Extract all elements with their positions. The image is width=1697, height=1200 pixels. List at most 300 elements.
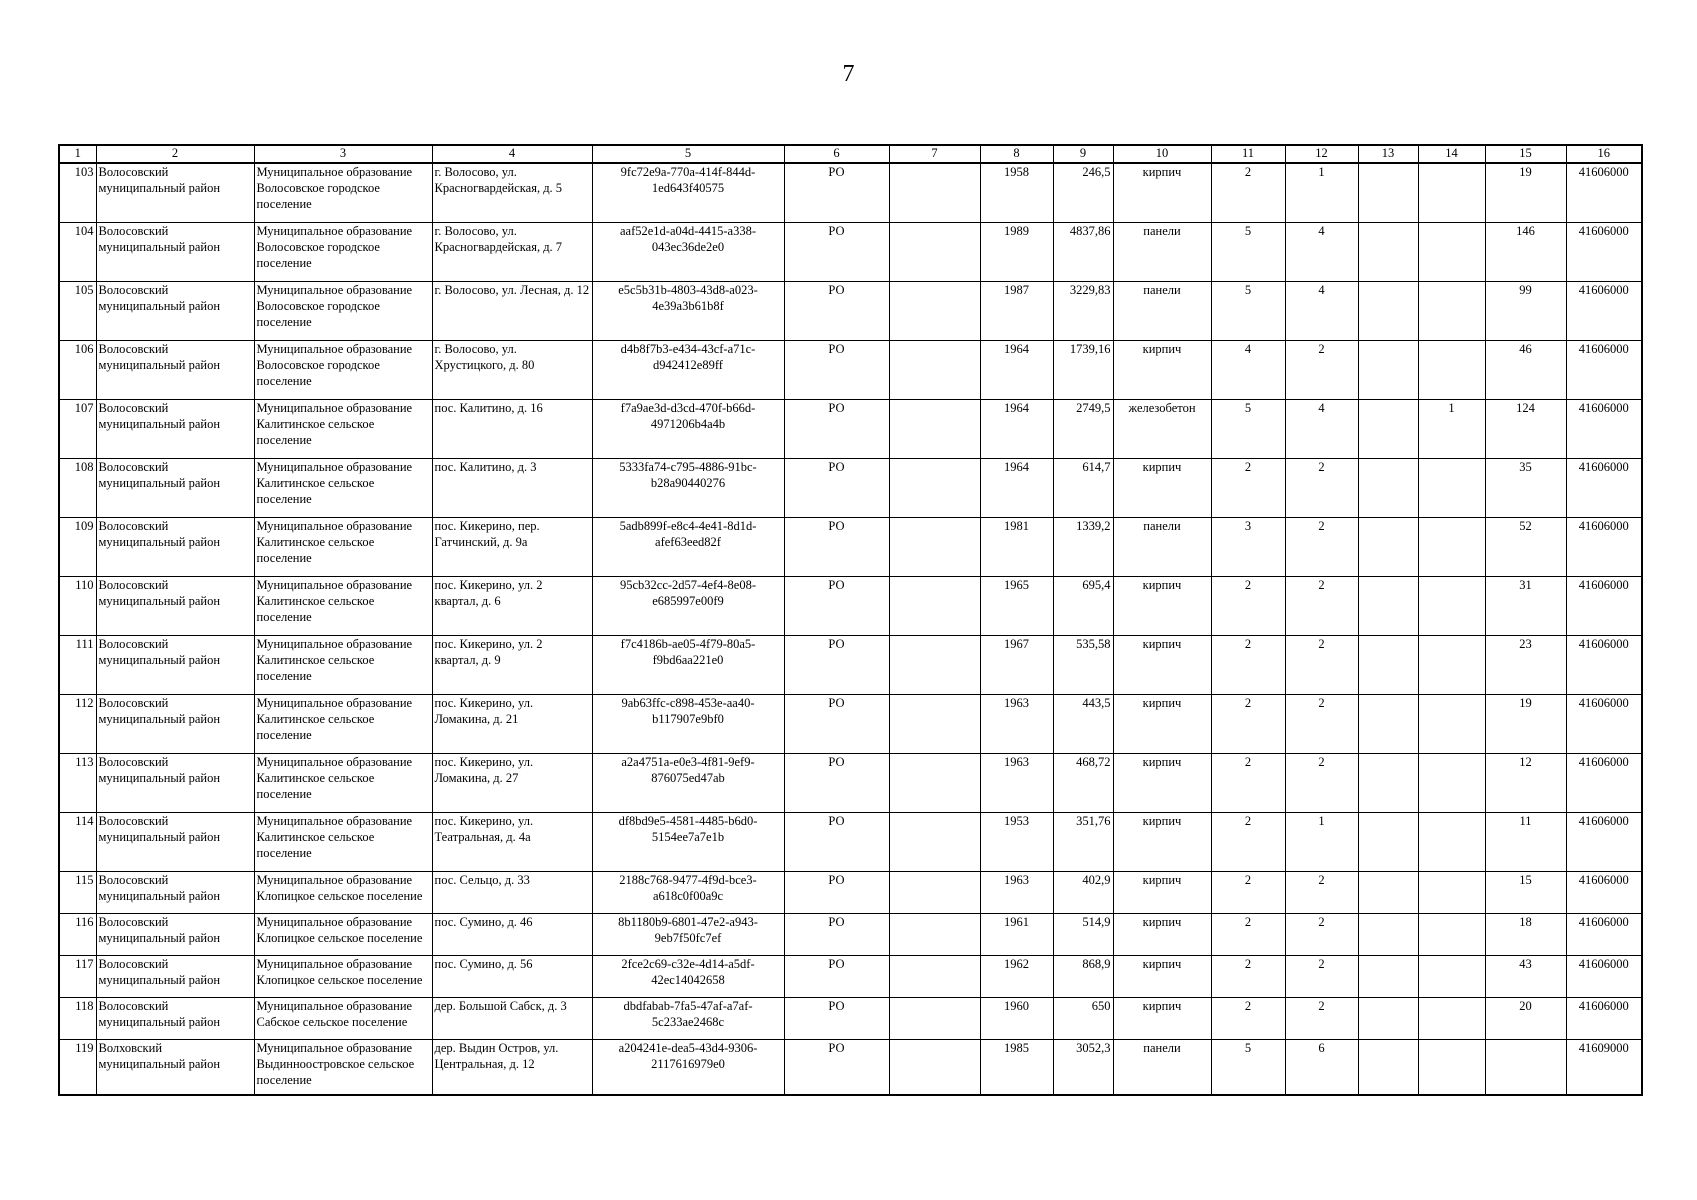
- col15-cell: 46: [1485, 341, 1566, 400]
- area-cell: 468,72: [1053, 754, 1113, 813]
- year-cell: 1961: [980, 914, 1053, 956]
- col12-cell: 4: [1285, 282, 1358, 341]
- col13-cell: [1358, 400, 1418, 459]
- guid-cell: 8b1180b9-6801-47e2-a943-9eb7f50fc7ef: [592, 914, 784, 956]
- year-cell: 1953: [980, 813, 1053, 872]
- col14-cell: [1418, 872, 1485, 914]
- row-number-cell: 117: [59, 956, 96, 998]
- guid-cell: a204241e-dea5-43d4-9306-2117616979e0: [592, 1040, 784, 1096]
- col15-cell: 20: [1485, 998, 1566, 1040]
- column-header-16: 16: [1566, 145, 1642, 163]
- col15-cell: 19: [1485, 695, 1566, 754]
- guid-cell: 9ab63ffc-c898-453e-aa40-b117907e9bf0: [592, 695, 784, 754]
- col13-cell: [1358, 914, 1418, 956]
- municipality-cell: Муниципальное образование Волосовское городское поселение: [254, 341, 432, 400]
- col11-cell: 5: [1211, 282, 1285, 341]
- col7-cell: [889, 223, 980, 282]
- municipality-cell: Муниципальное образование Калитинское сельское поселение: [254, 400, 432, 459]
- area-cell: 1739,16: [1053, 341, 1113, 400]
- col11-cell: 5: [1211, 1040, 1285, 1096]
- col15-cell: 15: [1485, 872, 1566, 914]
- col6-cell: РО: [784, 636, 889, 695]
- district-cell: Волосовский муниципальный район: [96, 577, 254, 636]
- material-cell: панели: [1113, 282, 1211, 341]
- material-cell: панели: [1113, 223, 1211, 282]
- row-number-cell: 105: [59, 282, 96, 341]
- material-cell: кирпич: [1113, 813, 1211, 872]
- material-cell: панели: [1113, 1040, 1211, 1096]
- row-number-cell: 103: [59, 163, 96, 223]
- col11-cell: 2: [1211, 914, 1285, 956]
- col7-cell: [889, 754, 980, 813]
- guid-cell: d4b8f7b3-e434-43cf-a71c-d942412e89ff: [592, 341, 784, 400]
- district-cell: Волосовский муниципальный район: [96, 163, 254, 223]
- municipality-cell: Муниципальное образование Калитинское сельское поселение: [254, 695, 432, 754]
- col15-cell: 11: [1485, 813, 1566, 872]
- col11-cell: 4: [1211, 341, 1285, 400]
- col6-cell: РО: [784, 998, 889, 1040]
- district-cell: Волосовский муниципальный район: [96, 400, 254, 459]
- table-row: [59, 459, 1642, 518]
- address-cell: пос. Кикерино, ул. Ломакина, д. 21: [432, 695, 592, 754]
- municipality-cell: Муниципальное образование Клопицкое сельское поселение: [254, 956, 432, 998]
- guid-cell: dbdfabab-7fa5-47af-a7af-5c233ae2468c: [592, 998, 784, 1040]
- year-cell: 1964: [980, 459, 1053, 518]
- col13-cell: [1358, 956, 1418, 998]
- column-header-15: 15: [1485, 145, 1566, 163]
- col11-cell: 2: [1211, 754, 1285, 813]
- municipality-cell: Муниципальное образование Клопицкое сельское поселение: [254, 872, 432, 914]
- oktmo-cell: 41606000: [1566, 459, 1642, 518]
- col7-cell: [889, 998, 980, 1040]
- area-cell: 614,7: [1053, 459, 1113, 518]
- col6-cell: РО: [784, 341, 889, 400]
- col11-cell: 2: [1211, 998, 1285, 1040]
- col12-cell: 1: [1285, 163, 1358, 223]
- col13-cell: [1358, 1040, 1418, 1096]
- material-cell: кирпич: [1113, 998, 1211, 1040]
- address-cell: пос. Сумино, д. 46: [432, 914, 592, 956]
- col14-cell: [1418, 341, 1485, 400]
- col7-cell: [889, 872, 980, 914]
- area-cell: 650: [1053, 998, 1113, 1040]
- col14-cell: [1418, 914, 1485, 956]
- col14-cell: [1418, 459, 1485, 518]
- col7-cell: [889, 518, 980, 577]
- oktmo-cell: 41606000: [1566, 223, 1642, 282]
- municipality-cell: Муниципальное образование Калитинское сельское поселение: [254, 459, 432, 518]
- col6-cell: РО: [784, 400, 889, 459]
- guid-cell: 5adb899f-e8c4-4e41-8d1d-afef63eed82f: [592, 518, 784, 577]
- municipality-cell: Муниципальное образование Сабское сельское поселение: [254, 998, 432, 1040]
- address-cell: г. Волосово, ул. Красногвардейская, д. 5: [432, 163, 592, 223]
- col7-cell: [889, 1040, 980, 1096]
- col7-cell: [889, 813, 980, 872]
- col11-cell: 2: [1211, 577, 1285, 636]
- col12-cell: 2: [1285, 872, 1358, 914]
- col15-cell: 52: [1485, 518, 1566, 577]
- table-row: [59, 998, 1642, 1040]
- district-cell: Волосовский муниципальный район: [96, 282, 254, 341]
- col13-cell: [1358, 695, 1418, 754]
- col13-cell: [1358, 636, 1418, 695]
- col14-cell: [1418, 695, 1485, 754]
- col12-cell: 2: [1285, 754, 1358, 813]
- municipality-cell: Муниципальное образование Выдинноостровское сельское поселение: [254, 1040, 432, 1096]
- col14-cell: [1418, 636, 1485, 695]
- year-cell: 1963: [980, 872, 1053, 914]
- year-cell: 1963: [980, 695, 1053, 754]
- material-cell: железобетон: [1113, 400, 1211, 459]
- col6-cell: РО: [784, 754, 889, 813]
- municipality-cell: Муниципальное образование Калитинское сельское поселение: [254, 813, 432, 872]
- col12-cell: 2: [1285, 518, 1358, 577]
- col13-cell: [1358, 341, 1418, 400]
- year-cell: 1964: [980, 341, 1053, 400]
- guid-cell: 95cb32cc-2d57-4ef4-8e08-e685997e00f9: [592, 577, 784, 636]
- table-row: [59, 695, 1642, 754]
- table-row: [59, 914, 1642, 956]
- oktmo-cell: 41606000: [1566, 341, 1642, 400]
- guid-cell: 5333fa74-c795-4886-91bc-b28a90440276: [592, 459, 784, 518]
- year-cell: 1964: [980, 400, 1053, 459]
- address-cell: пос. Кикерино, пер. Гатчинский, д. 9а: [432, 518, 592, 577]
- address-cell: пос. Сельцо, д. 33: [432, 872, 592, 914]
- oktmo-cell: 41606000: [1566, 956, 1642, 998]
- year-cell: 1965: [980, 577, 1053, 636]
- col13-cell: [1358, 998, 1418, 1040]
- oktmo-cell: 41606000: [1566, 577, 1642, 636]
- year-cell: 1958: [980, 163, 1053, 223]
- district-cell: Волосовский муниципальный район: [96, 956, 254, 998]
- table-row: [59, 282, 1642, 341]
- col12-cell: 2: [1285, 914, 1358, 956]
- oktmo-cell: 41606000: [1566, 282, 1642, 341]
- oktmo-cell: 41606000: [1566, 636, 1642, 695]
- col15-cell: 35: [1485, 459, 1566, 518]
- column-header-9: 9: [1053, 145, 1113, 163]
- table-row: [59, 1040, 1642, 1096]
- oktmo-cell: 41606000: [1566, 163, 1642, 223]
- column-header-5: 5: [592, 145, 784, 163]
- col6-cell: РО: [784, 459, 889, 518]
- col12-cell: 2: [1285, 695, 1358, 754]
- col7-cell: [889, 956, 980, 998]
- column-header-8: 8: [980, 145, 1053, 163]
- col15-cell: 18: [1485, 914, 1566, 956]
- table-row: [59, 754, 1642, 813]
- col12-cell: 2: [1285, 956, 1358, 998]
- col7-cell: [889, 341, 980, 400]
- district-cell: Волосовский муниципальный район: [96, 914, 254, 956]
- col12-cell: 1: [1285, 813, 1358, 872]
- address-cell: пос. Кикерино, ул. Ломакина, д. 27: [432, 754, 592, 813]
- col7-cell: [889, 282, 980, 341]
- col6-cell: РО: [784, 518, 889, 577]
- guid-cell: a2a4751a-e0e3-4f81-9ef9-876075ed47ab: [592, 754, 784, 813]
- column-header-6: 6: [784, 145, 889, 163]
- row-number-cell: 104: [59, 223, 96, 282]
- col15-cell: 31: [1485, 577, 1566, 636]
- table-body: [59, 163, 1642, 1095]
- col14-cell: [1418, 223, 1485, 282]
- col11-cell: 2: [1211, 636, 1285, 695]
- column-header-3: 3: [254, 145, 432, 163]
- district-cell: Волосовский муниципальный район: [96, 223, 254, 282]
- table-row: [59, 223, 1642, 282]
- year-cell: 1963: [980, 754, 1053, 813]
- year-cell: 1985: [980, 1040, 1053, 1096]
- row-number-cell: 109: [59, 518, 96, 577]
- table-row: [59, 636, 1642, 695]
- col11-cell: 2: [1211, 459, 1285, 518]
- year-cell: 1960: [980, 998, 1053, 1040]
- row-number-cell: 116: [59, 914, 96, 956]
- col11-cell: 5: [1211, 400, 1285, 459]
- area-cell: 2749,5: [1053, 400, 1113, 459]
- column-number-header-row: [59, 145, 1642, 163]
- district-cell: Волосовский муниципальный район: [96, 998, 254, 1040]
- oktmo-cell: 41606000: [1566, 400, 1642, 459]
- col15-cell: 146: [1485, 223, 1566, 282]
- column-header-4: 4: [432, 145, 592, 163]
- guid-cell: f7a9ae3d-d3cd-470f-b66d-4971206b4a4b: [592, 400, 784, 459]
- column-header-10: 10: [1113, 145, 1211, 163]
- housing-registry-table: [58, 144, 1643, 1096]
- col14-cell: [1418, 813, 1485, 872]
- oktmo-cell: 41606000: [1566, 998, 1642, 1040]
- area-cell: 868,9: [1053, 956, 1113, 998]
- row-number-cell: 111: [59, 636, 96, 695]
- col14-cell: 1: [1418, 400, 1485, 459]
- area-cell: 246,5: [1053, 163, 1113, 223]
- col12-cell: 6: [1285, 1040, 1358, 1096]
- municipality-cell: Муниципальное образование Волосовское городское поселение: [254, 163, 432, 223]
- col11-cell: 2: [1211, 695, 1285, 754]
- row-number-cell: 113: [59, 754, 96, 813]
- col15-cell: 23: [1485, 636, 1566, 695]
- area-cell: 4837,86: [1053, 223, 1113, 282]
- table-row: [59, 400, 1642, 459]
- col13-cell: [1358, 163, 1418, 223]
- row-number-cell: 112: [59, 695, 96, 754]
- row-number-cell: 110: [59, 577, 96, 636]
- row-number-cell: 118: [59, 998, 96, 1040]
- col11-cell: 3: [1211, 518, 1285, 577]
- col11-cell: 2: [1211, 956, 1285, 998]
- col6-cell: РО: [784, 956, 889, 998]
- col14-cell: [1418, 998, 1485, 1040]
- table-row: [59, 577, 1642, 636]
- col12-cell: 2: [1285, 341, 1358, 400]
- guid-cell: aaf52e1d-a04d-4415-a338-043ec36de2e0: [592, 223, 784, 282]
- area-cell: 351,76: [1053, 813, 1113, 872]
- column-header-14: 14: [1418, 145, 1485, 163]
- municipality-cell: Муниципальное образование Клопицкое сельское поселение: [254, 914, 432, 956]
- address-cell: дер. Выдин Остров, ул. Центральная, д. 12: [432, 1040, 592, 1096]
- col13-cell: [1358, 459, 1418, 518]
- col6-cell: РО: [784, 695, 889, 754]
- col12-cell: 4: [1285, 223, 1358, 282]
- col12-cell: 4: [1285, 400, 1358, 459]
- col7-cell: [889, 400, 980, 459]
- oktmo-cell: 41606000: [1566, 695, 1642, 754]
- col11-cell: 5: [1211, 223, 1285, 282]
- area-cell: 695,4: [1053, 577, 1113, 636]
- address-cell: дер. Большой Сабск, д. 3: [432, 998, 592, 1040]
- col15-cell: 43: [1485, 956, 1566, 998]
- col14-cell: [1418, 956, 1485, 998]
- area-cell: 1339,2: [1053, 518, 1113, 577]
- page-number: 7: [842, 61, 855, 87]
- col7-cell: [889, 636, 980, 695]
- column-header-11: 11: [1211, 145, 1285, 163]
- district-cell: Волосовский муниципальный район: [96, 459, 254, 518]
- district-cell: Волосовский муниципальный район: [96, 872, 254, 914]
- col14-cell: [1418, 518, 1485, 577]
- address-cell: пос. Кикерино, ул. 2 квартал, д. 6: [432, 577, 592, 636]
- district-cell: Волховский муниципальный район: [96, 1040, 254, 1096]
- table-row: [59, 956, 1642, 998]
- col11-cell: 2: [1211, 872, 1285, 914]
- oktmo-cell: 41606000: [1566, 872, 1642, 914]
- material-cell: кирпич: [1113, 341, 1211, 400]
- guid-cell: df8bd9e5-4581-4485-b6d0-5154ee7a7e1b: [592, 813, 784, 872]
- guid-cell: 2fce2c69-c32e-4d14-a5df-42ec14042658: [592, 956, 784, 998]
- col13-cell: [1358, 577, 1418, 636]
- material-cell: кирпич: [1113, 872, 1211, 914]
- district-cell: Волосовский муниципальный район: [96, 754, 254, 813]
- column-header-2: 2: [96, 145, 254, 163]
- col11-cell: 2: [1211, 163, 1285, 223]
- col6-cell: РО: [784, 282, 889, 341]
- row-number-cell: 107: [59, 400, 96, 459]
- municipality-cell: Муниципальное образование Калитинское сельское поселение: [254, 754, 432, 813]
- col11-cell: 2: [1211, 813, 1285, 872]
- address-cell: пос. Калитино, д. 16: [432, 400, 592, 459]
- col7-cell: [889, 163, 980, 223]
- table-row: [59, 518, 1642, 577]
- column-header-1: 1: [59, 145, 96, 163]
- area-cell: 3052,3: [1053, 1040, 1113, 1096]
- col15-cell: [1485, 1040, 1566, 1096]
- year-cell: 1989: [980, 223, 1053, 282]
- address-cell: пос. Сумино, д. 56: [432, 956, 592, 998]
- district-cell: Волосовский муниципальный район: [96, 636, 254, 695]
- col13-cell: [1358, 754, 1418, 813]
- guid-cell: 9fc72e9a-770a-414f-844d-1ed643f40575: [592, 163, 784, 223]
- area-cell: 535,58: [1053, 636, 1113, 695]
- material-cell: кирпич: [1113, 636, 1211, 695]
- municipality-cell: Муниципальное образование Калитинское сельское поселение: [254, 577, 432, 636]
- material-cell: кирпич: [1113, 577, 1211, 636]
- col12-cell: 2: [1285, 459, 1358, 518]
- area-cell: 443,5: [1053, 695, 1113, 754]
- municipality-cell: Муниципальное образование Калитинское сельское поселение: [254, 518, 432, 577]
- table-row: [59, 163, 1642, 223]
- oktmo-cell: 41606000: [1566, 754, 1642, 813]
- col13-cell: [1358, 872, 1418, 914]
- col14-cell: [1418, 754, 1485, 813]
- col15-cell: 19: [1485, 163, 1566, 223]
- year-cell: 1967: [980, 636, 1053, 695]
- col14-cell: [1418, 1040, 1485, 1096]
- col7-cell: [889, 459, 980, 518]
- table-row: [59, 872, 1642, 914]
- guid-cell: f7c4186b-ae05-4f79-80a5-f9bd6aa221e0: [592, 636, 784, 695]
- row-number-cell: 106: [59, 341, 96, 400]
- guid-cell: 2188c768-9477-4f9d-bce3-a618c0f00a9c: [592, 872, 784, 914]
- col7-cell: [889, 914, 980, 956]
- municipality-cell: Муниципальное образование Волосовское городское поселение: [254, 282, 432, 341]
- column-header-7: 7: [889, 145, 980, 163]
- table-row: [59, 813, 1642, 872]
- col13-cell: [1358, 518, 1418, 577]
- row-number-cell: 108: [59, 459, 96, 518]
- col13-cell: [1358, 813, 1418, 872]
- oktmo-cell: 41606000: [1566, 914, 1642, 956]
- year-cell: 1987: [980, 282, 1053, 341]
- column-header-13: 13: [1358, 145, 1418, 163]
- row-number-cell: 119: [59, 1040, 96, 1096]
- material-cell: кирпич: [1113, 754, 1211, 813]
- row-number-cell: 115: [59, 872, 96, 914]
- area-cell: 402,9: [1053, 872, 1113, 914]
- material-cell: панели: [1113, 518, 1211, 577]
- address-cell: г. Волосово, ул. Хрустицкого, д. 80: [432, 341, 592, 400]
- district-cell: Волосовский муниципальный район: [96, 695, 254, 754]
- col13-cell: [1358, 282, 1418, 341]
- col12-cell: 2: [1285, 998, 1358, 1040]
- row-number-cell: 114: [59, 813, 96, 872]
- col6-cell: РО: [784, 223, 889, 282]
- col6-cell: РО: [784, 872, 889, 914]
- col6-cell: РО: [784, 163, 889, 223]
- municipality-cell: Муниципальное образование Калитинское сельское поселение: [254, 636, 432, 695]
- year-cell: 1981: [980, 518, 1053, 577]
- col13-cell: [1358, 223, 1418, 282]
- col7-cell: [889, 577, 980, 636]
- area-cell: 3229,83: [1053, 282, 1113, 341]
- address-cell: пос. Калитино, д. 3: [432, 459, 592, 518]
- material-cell: кирпич: [1113, 956, 1211, 998]
- col15-cell: 124: [1485, 400, 1566, 459]
- guid-cell: e5c5b31b-4803-43d8-a023-4e39a3b61b8f: [592, 282, 784, 341]
- address-cell: пос. Кикерино, ул. 2 квартал, д. 9: [432, 636, 592, 695]
- material-cell: кирпич: [1113, 695, 1211, 754]
- address-cell: г. Волосово, ул. Красногвардейская, д. 7: [432, 223, 592, 282]
- address-cell: г. Волосово, ул. Лесная, д. 12: [432, 282, 592, 341]
- material-cell: кирпич: [1113, 459, 1211, 518]
- material-cell: кирпич: [1113, 914, 1211, 956]
- district-cell: Волосовский муниципальный район: [96, 341, 254, 400]
- col14-cell: [1418, 282, 1485, 341]
- col15-cell: 12: [1485, 754, 1566, 813]
- col6-cell: РО: [784, 577, 889, 636]
- oktmo-cell: 41606000: [1566, 518, 1642, 577]
- col6-cell: РО: [784, 1040, 889, 1096]
- year-cell: 1962: [980, 956, 1053, 998]
- col15-cell: 99: [1485, 282, 1566, 341]
- oktmo-cell: 41609000: [1566, 1040, 1642, 1096]
- col12-cell: 2: [1285, 577, 1358, 636]
- col14-cell: [1418, 163, 1485, 223]
- table-row: [59, 341, 1642, 400]
- municipality-cell: Муниципальное образование Волосовское городское поселение: [254, 223, 432, 282]
- material-cell: кирпич: [1113, 163, 1211, 223]
- address-cell: пос. Кикерино, ул. Театральная, д. 4а: [432, 813, 592, 872]
- col12-cell: 2: [1285, 636, 1358, 695]
